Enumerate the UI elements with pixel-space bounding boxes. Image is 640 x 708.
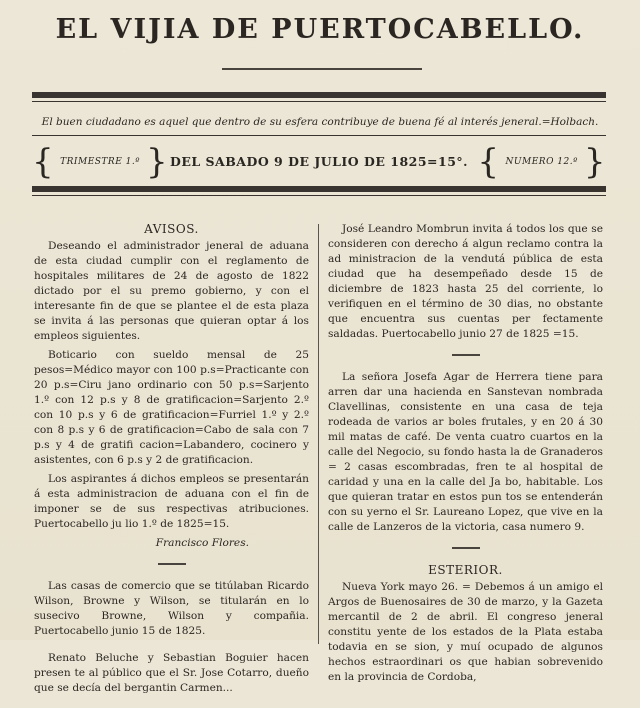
section-separator: [158, 563, 186, 565]
avisos-paragraph-4: Las casas de comercio que se titúlaban Ricardo Wilson, Browne y Wilson, se titularán en lo susecivo Browne, Wilson y compañia. Puertocabello junio 15 de 1825.: [34, 580, 309, 637]
masthead-title: EL VIJIA DE PUERTOCABELLO.: [55, 14, 585, 45]
top-thin-rule: [32, 101, 606, 102]
avisos-paragraph-2: Boticario con sueldo mensal de 25 pesos=Médico mayor con 100 p.s=Practicante con 20 p.s=Ciru jano ordinario con 50 p.s=Sarjento 1.º con 12 p.s y 8 de gratificacion=Sarjento 2.º con 10 p.s y 6 de gratificacion=Furriel 1.º y 2.º con 8 p.s y 6 de gratificacion=Cabo de sala con 7 p.s y 4 de gratifi cacion=Labandero, cocinero y asistentes, con 6 p.s y 2 de gratificacion.: [34, 349, 309, 466]
left-column: [34, 222, 309, 708]
motto-rule: [32, 135, 606, 136]
right-column: [328, 222, 603, 697]
right-paragraph-3: Nueva York mayo 26. = Debemos á un amigo el Argos de Buenosaires de 30 de marzo, y la Gazeta mercantil de 2 de abril. El congreso jeneral constitu yente de los estados de la Plata estaba todavia en se sion, y muí ocupado de algunos hechos estraordinari os que habian sobrevenido en la provincia de Cordoba,: [328, 581, 603, 683]
right-brace-icon: }: [145, 142, 169, 182]
masthead-underline: [222, 68, 422, 70]
avisos-signature: Francisco Flores.: [155, 537, 249, 549]
issue-info-bar: [32, 142, 606, 182]
right-brace-icon: }: [583, 142, 606, 182]
trimestre-label: TRIMESTRE 1.º: [60, 157, 140, 167]
right-paragraph-2: La señora Josefa Agar de Herrera tiene para arren dar una hacienda en Sanstevan nombrada Clavellinas, consistente en una casa de teja rodeada de varios ar boles frutales, y en 20 á 30 mil matas de café. De venta cuatro cuartos en la calle del Negocio, su fondo hasta la de Granaderos = 2 casas escombradas, fren te al hospital de caridad y una en la calle del Ja bo, habitable. Los que quieran tratar en estos pun tos se entenderán con su yerno el Sr. Laureano Lopez, que vive en la calle de Lanzeros de la victoria, casa numero 9.: [328, 371, 603, 533]
avisos-paragraph-1: Deseando el administrador jeneral de aduana de esta ciudad cumplir con el reglamento de hospitales militares de 24 de agosto de 1822 dictado por el su premo gobierno, y con el interesante fin de que se plantee el de esta plaza se invita á las personas que quieran optar á los empleos siguientes.: [34, 240, 309, 342]
avisos-paragraph-5: Renato Beluche y Sebastian Boguier hacen presen te al público que el Sr. Jose Cotarro, dueño que se decía del bergantin Carmen...: [34, 652, 309, 694]
left-brace-icon: {: [32, 142, 55, 182]
avisos-heading: AVISOS.: [144, 222, 199, 236]
left-brace-icon: {: [477, 142, 500, 182]
right-paragraph-1: José Leandro Mombrun invita á todos los que se consideren con derecho á algun reclamo contra la ad ministracion de la vendutá pública de esta ciudad que ha desempeñado desde 15 de diciembre de 1823 hasta 25 del corriente, lo verifiquen en el término de 30 dias, no obstante que encuentra sus cuentas per fectamente saldadas. Puertocabello junio 27 de 1825 =15.: [328, 223, 603, 340]
issue-dateline: DEL SABADO 9 DE JULIO DE 1825=15°.: [169, 154, 469, 169]
numero-label: NUMERO 12.º: [505, 157, 578, 167]
top-thick-rule: [32, 92, 606, 98]
motto: El buen ciudadano es aquel que dentro de su esfera contribuye de buena fé al interés jeneral.=Holbach.: [41, 116, 599, 128]
bottom-thick-rule: [32, 186, 606, 192]
column-divider: [318, 224, 319, 644]
esterior-heading: ESTERIOR.: [428, 563, 503, 577]
section-separator: [452, 547, 480, 549]
bottom-thin-rule: [32, 195, 606, 196]
section-separator: [452, 354, 480, 356]
numero-box: [477, 142, 606, 182]
avisos-paragraph-3: Los aspirantes á dichos empleos se presentarán á esta administracion de aduana con el fin de imponer se de sus respectivas atribuciones. Puertocabello ju lio 1.º de 1825=15.: [34, 473, 309, 530]
